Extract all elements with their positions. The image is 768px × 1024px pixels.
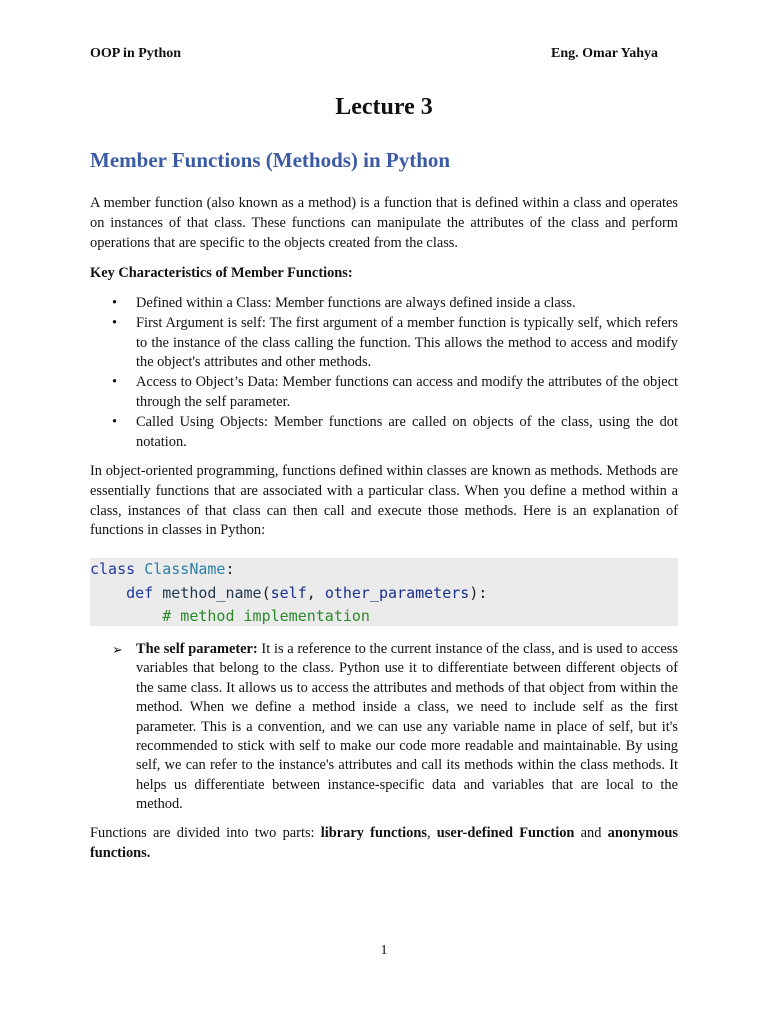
header-course: OOP in Python (90, 46, 182, 61)
page-number: 1 (380, 943, 388, 958)
list-item (90, 373, 678, 413)
functions-parts-sep: and (574, 825, 608, 841)
code-line-2 (90, 582, 678, 606)
code-punct: : (225, 560, 235, 578)
code-param-self: self (270, 583, 307, 602)
self-parameter-description: It is a reference to the current instance of the class, and is used to access variables that belong to the class. Python use it to differentiate between different objects of the same class. It allows us to access the attributes and methods of that object from within the method. When we define a method inside a class, we need to include self as the first parameter. This is a convention, and we can use any variable name in place of self, but it's recommended to stick with self to make our code more readable and maintainable. By using self, we can refer to the instance's attributes and call its methods within the class methods. It helps us differentiate between instance-specific data and variables that are local to the method. (136, 641, 678, 813)
code-punct: ( (261, 583, 271, 602)
code-param-other: other_parameters (324, 583, 470, 602)
oop-paragraph: In object-oriented programming, functions defined within classes are known as methods. Methods are essentially functions that are associated with a particular class. When you define a method within a class, instances of that class can then call and execute those methods. Here is an explanation of functions in classes in Python: (90, 463, 678, 539)
functions-parts-sep: , (426, 825, 437, 841)
self-parameter-block (90, 640, 678, 815)
code-block (90, 558, 678, 626)
section-title: Member Functions (Methods) in Python (90, 148, 451, 172)
self-parameter-text (136, 640, 678, 815)
list-item-text: Access to Object’s Data: Member functions can access and modify the attributes of the object through the self parameter. (136, 374, 678, 410)
list-item-text: Defined within a Class: Member functions are always defined inside a class. (136, 295, 576, 311)
lecture-title: Lecture 3 (335, 94, 433, 120)
functions-part-user-defined: user-defined Function (436, 825, 575, 841)
list-item-text: First Argument is self: The first argument of a member function is typically self, which refers to the instance of the class calling the function. This allows the method to access and modify the object's attributes and other methods. (136, 314, 678, 371)
code-class-name: ClassName (144, 560, 226, 578)
code-punct: , (306, 583, 325, 602)
code-comment: # method implementation (162, 607, 370, 625)
code-keyword: def (126, 583, 154, 602)
code-keyword: class (90, 560, 136, 578)
functions-parts-prefix: Functions are divided into two parts: (90, 825, 321, 841)
list-item (90, 314, 678, 373)
functions-part-anonymous: anonymous functions. (90, 825, 679, 861)
code-function-name: method_name (162, 583, 262, 602)
arrow-right-icon: ➢ (112, 642, 123, 657)
list-item (90, 294, 678, 314)
bullet-dot-icon: • (112, 374, 118, 391)
intro-paragraph: A member function (also known as a method) is a function that is defined within a class and operates on instances of that class. These functions can manipulate the attributes of the class and perform operations that are specific to the objects created from the class. (90, 195, 678, 251)
code-line-3 (90, 605, 678, 629)
bullet-dot-icon: • (112, 314, 118, 331)
document-page (90, 0, 678, 1024)
key-characteristics-heading: Key Characteristics of Member Functions: (90, 265, 353, 281)
code-punct: ): (469, 583, 488, 602)
header-author: Eng. Omar Yahya (551, 46, 658, 61)
bullet-dot-icon: • (112, 295, 118, 311)
characteristics-list (90, 294, 678, 452)
list-item (90, 413, 678, 453)
code-line-1 (90, 558, 678, 582)
functions-part-library: library functions (320, 825, 427, 841)
list-item-text: Called Using Objects: Member functions are called on objects of the class, using the dot notation. (136, 413, 678, 450)
functions-parts-paragraph (90, 824, 678, 864)
self-parameter-label: The self parameter: (136, 641, 258, 657)
bullet-dot-icon: • (112, 413, 118, 430)
